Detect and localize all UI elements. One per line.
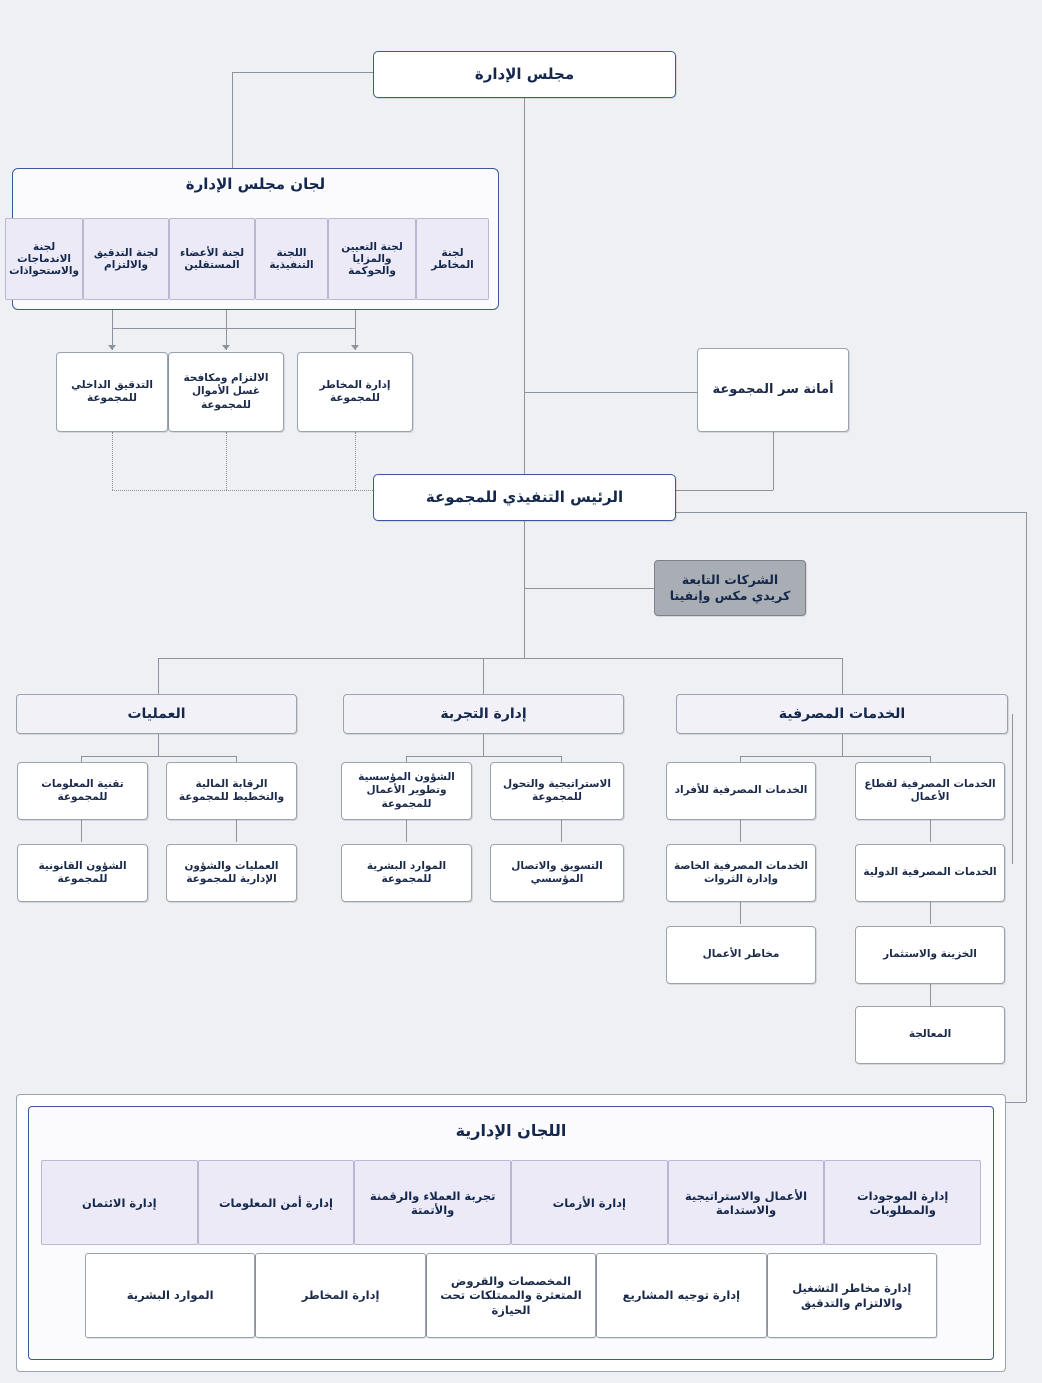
division-title: العمليات: [127, 706, 186, 722]
board-label: مجلس الإدارة: [474, 65, 575, 84]
node-label: الخدمات المصرفية لقطاع الأعمال: [864, 777, 996, 803]
experience-node[interactable]: [341, 762, 472, 820]
board-of-directors-node[interactable]: [373, 51, 676, 98]
management-committee-item[interactable]: إدارة المخاطر: [255, 1253, 425, 1338]
board-committee-item[interactable]: لجنة المخاطر: [416, 218, 489, 300]
subsidiaries-node[interactable]: [654, 560, 806, 616]
board-committees-title: لجان مجلس الإدارة: [185, 175, 326, 193]
operations-node[interactable]: [166, 762, 297, 820]
board-committee-item[interactable]: لجنة الاندماجات والاستحواذات: [5, 218, 83, 300]
experience-node[interactable]: [490, 844, 624, 902]
division-header-banking[interactable]: [676, 694, 1008, 734]
experience-node[interactable]: [341, 844, 472, 902]
banking-node[interactable]: [666, 844, 816, 902]
banking-node[interactable]: [855, 926, 1005, 984]
node-label: الاستراتيجية والتحول للمجموعة: [503, 777, 611, 803]
ceo-label: الرئيس التنفيذي للمجموعة: [425, 488, 624, 507]
management-committee-item[interactable]: إدارة توجيه المشاريع: [596, 1253, 766, 1338]
management-committee-item[interactable]: الأعمال والاستراتيجية والاستدامة: [668, 1160, 825, 1245]
management-committee-item[interactable]: إدارة الموجودات والمطلوبات: [824, 1160, 981, 1245]
management-committee-item[interactable]: تجربة العملاء والرقمنة والأتمتة: [354, 1160, 511, 1245]
node-label: الخدمات المصرفية الخاصة وإدارة الثروات: [673, 859, 809, 885]
node-label: الموارد البشرية للمجموعة: [366, 859, 447, 885]
operations-node[interactable]: [17, 762, 148, 820]
management-committee-item[interactable]: إدارة الائتمان: [41, 1160, 198, 1245]
banking-node[interactable]: [666, 762, 816, 820]
banking-node[interactable]: [666, 926, 816, 984]
board-committees-list: [9, 218, 489, 300]
management-committee-item[interactable]: إدارة الأزمات: [511, 1160, 668, 1245]
board-committee-item[interactable]: اللجنة التنفيذية: [255, 218, 328, 300]
node-label: التدقيق الداخلي للمجموعة: [71, 378, 153, 404]
division-header-experience[interactable]: [343, 694, 624, 734]
banking-node[interactable]: [855, 1006, 1005, 1064]
management-committees-row-1: [41, 1160, 981, 1245]
node-label: إدارة المخاطر للمجموعة: [319, 378, 391, 404]
node-label: الالتزام ومكافحة غسل الأموال للمجموعة: [183, 372, 269, 411]
node-label: الشؤون القانونية للمجموعة: [38, 859, 127, 885]
banking-node[interactable]: [855, 844, 1005, 902]
management-committee-item[interactable]: المخصصات والقروض المتعثرة والممتلكات تحت الحيازة: [426, 1253, 596, 1338]
management-committee-item[interactable]: الموارد البشرية: [85, 1253, 255, 1338]
experience-node[interactable]: [490, 762, 624, 820]
group-secretariat-node[interactable]: [697, 348, 849, 432]
management-committees-row-2: [85, 1253, 937, 1338]
operations-node[interactable]: [166, 844, 297, 902]
node-label: أمانة سر المجموعة: [712, 381, 834, 397]
subsidiaries-line-1: الشركات التابعة: [681, 572, 779, 588]
board-committee-item[interactable]: لجنة الأعضاء المستقلين: [169, 218, 255, 300]
node-label: تقنية المعلومات للمجموعة: [41, 777, 124, 803]
management-committee-item[interactable]: إدارة مخاطر التشغيل والالتزام والتدقيق: [767, 1253, 937, 1338]
management-committees-title: اللجان الإدارية: [455, 1121, 567, 1140]
subsidiaries-line-2: كريدي مكس وإنفيتا: [669, 588, 791, 603]
node-label: الخدمات المصرفية الدولية: [863, 866, 997, 879]
group-ceo-node[interactable]: [373, 474, 676, 521]
operations-node[interactable]: [17, 844, 148, 902]
banking-node[interactable]: [855, 762, 1005, 820]
node-label: الرقابة المالية والتخطيط للمجموعة: [178, 777, 285, 803]
node-label: الخدمات المصرفية للأفراد: [674, 784, 808, 797]
group-risk-management-node[interactable]: [297, 352, 413, 432]
division-header-operations[interactable]: [16, 694, 297, 734]
node-label: المعالجة: [908, 1028, 952, 1041]
board-committee-item[interactable]: لجنة التدقيق والالتزام: [83, 218, 169, 300]
node-label: التسويق والاتصال المؤسسي: [511, 859, 603, 885]
node-label: مخاطر الأعمال: [702, 948, 780, 961]
board-committee-item[interactable]: لجنة التعيين والمزايا والحوكمة: [328, 218, 416, 300]
node-label: الخزينة والاستثمار: [883, 948, 977, 961]
group-internal-audit-node[interactable]: [56, 352, 168, 432]
management-committee-item[interactable]: إدارة أمن المعلومات: [198, 1160, 355, 1245]
node-label: العمليات والشؤون الإدارية للمجموعة: [184, 859, 279, 885]
division-title: الخدمات المصرفية: [778, 706, 906, 722]
group-compliance-aml-node[interactable]: [168, 352, 284, 432]
division-title: إدارة التجربة: [440, 706, 527, 722]
node-label: الشؤون المؤسسية وتطوير الأعمال للمجموعة: [358, 771, 455, 810]
